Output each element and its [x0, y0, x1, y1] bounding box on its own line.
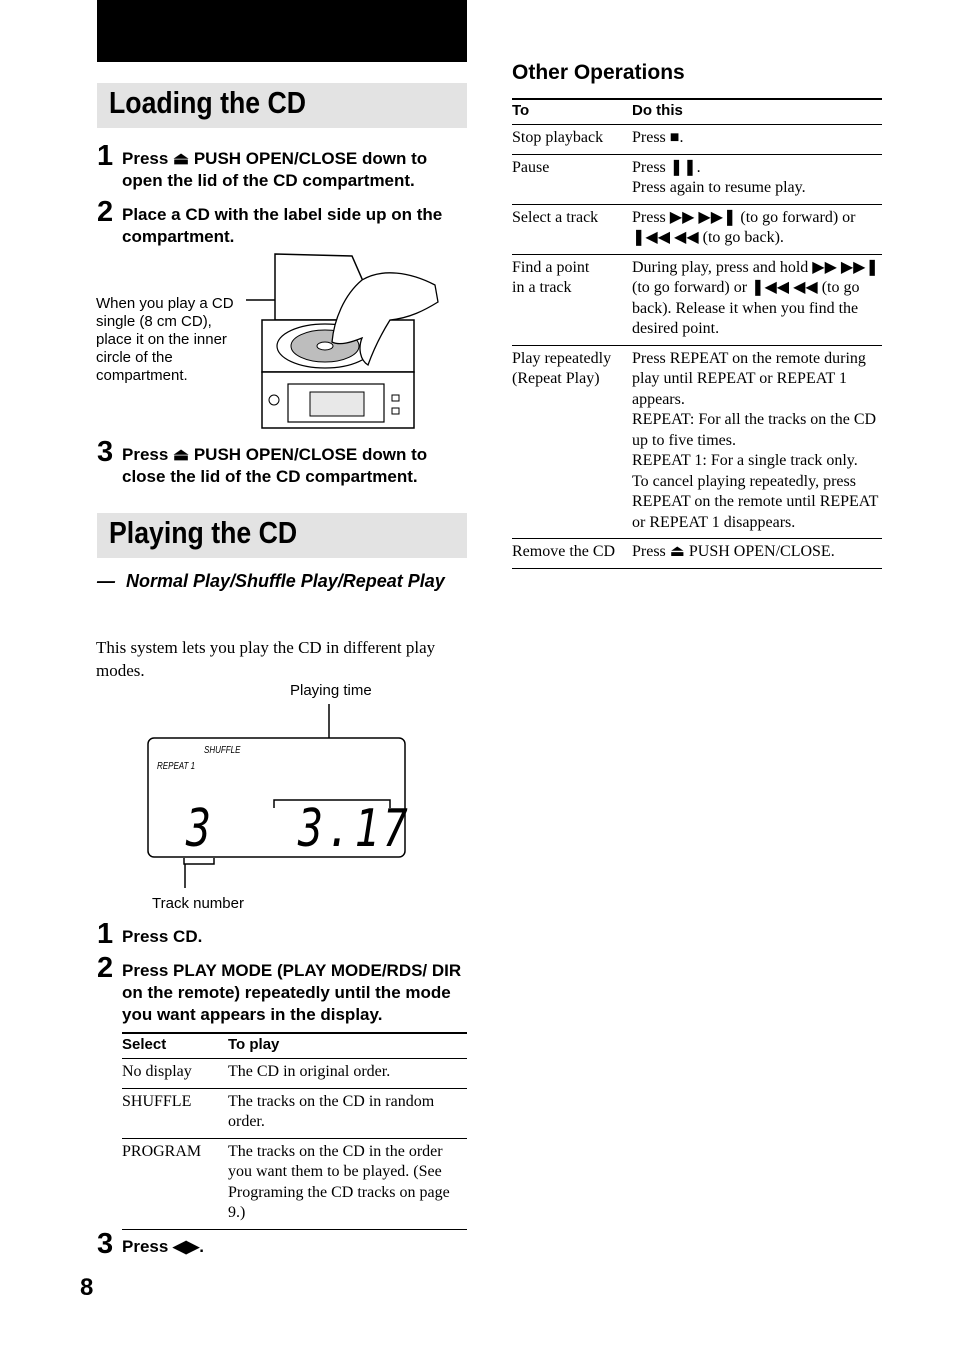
loading-step-2-text: Place a CD with the label side up on the compartment.	[122, 205, 443, 246]
header-select: Select	[122, 1033, 228, 1059]
repeat-indicator: REPEAT 1	[157, 761, 196, 772]
page-number: 8	[80, 1274, 94, 1301]
table-row	[512, 345, 882, 539]
loading-step-1-text: Press ⏏ PUSH OPEN/CLOSE down to open the lid of the CD compartment.	[122, 149, 428, 190]
playing-step-3-number: 3	[97, 1228, 114, 1260]
playing-subtitle: Normal Play/Shuffle Play/Repeat Play	[126, 571, 445, 591]
operation-cell: Stop playback	[512, 125, 632, 155]
track-number-digits: 3	[186, 799, 212, 859]
operation-cell: Pause	[512, 154, 632, 204]
loading-step-1-number: 1	[97, 140, 114, 172]
playing-subtitle-dash: —	[97, 571, 115, 591]
mode-cell: No display	[122, 1059, 228, 1089]
track-number-label: Track number	[152, 895, 244, 912]
other-operations-title: Other Operations	[512, 61, 685, 84]
other-operations-table	[512, 98, 882, 569]
playing-step-2-number: 2	[97, 952, 114, 984]
playing-step-2-text: Press PLAY MODE (PLAY MODE/RDS/ DIR on the remote) repeatedly until the mode you want appears in the display.	[122, 961, 462, 1024]
mode-description-cell: The tracks on the CD in random order.	[228, 1088, 467, 1138]
table-row	[512, 154, 882, 204]
play-mode-table	[122, 1032, 467, 1230]
playing-time-label: Playing time	[290, 682, 372, 699]
instruction-cell: Press ❚❚. Press again to resume play.	[632, 154, 882, 204]
play-mode-table-header	[122, 1033, 467, 1059]
section-heading-loading	[97, 83, 467, 128]
playing-intro: This system lets you play the CD in different play modes.	[96, 638, 436, 680]
mode-cell: PROGRAM	[122, 1138, 228, 1229]
cd-single-note: When you play a CD single (8 cm CD), place it on the inner circle of the compartment.	[96, 295, 234, 384]
loading-step-3-number: 3	[97, 436, 114, 468]
top-black-bar	[97, 0, 467, 62]
lcd-display-illustration	[140, 700, 415, 895]
instruction-cell: Press ■.	[632, 125, 882, 155]
header-do-this: Do this	[632, 99, 882, 125]
operation-cell: Play repeatedly (Repeat Play)	[512, 345, 632, 539]
other-operations-header	[512, 99, 882, 125]
operation-cell: Find a point in a track	[512, 254, 632, 345]
table-row	[512, 125, 882, 155]
mode-description-cell: The tracks on the CD in the order you want them to be played. (See Programing the CD tracks on page 9.)	[228, 1138, 467, 1229]
operation-cell: Remove the CD	[512, 539, 632, 569]
mode-description-cell: The CD in original order.	[228, 1059, 467, 1089]
operation-cell: Select a track	[512, 204, 632, 254]
shuffle-indicator: SHUFFLE	[204, 745, 241, 756]
loading-step-3-text: Press ⏏ PUSH OPEN/CLOSE down to close the lid of the CD compartment.	[122, 445, 428, 486]
table-row	[512, 254, 882, 345]
instruction-cell: Press REPEAT on the remote during play until REPEAT or REPEAT 1 appears. REPEAT: For all the tracks on the CD up to five times. REPEAT 1: For a single track only. To cancel playing repeatedly, press REPEAT on the remote until REPEAT or REPEAT 1 disappears.	[632, 345, 882, 539]
loading-step-2-number: 2	[97, 196, 114, 228]
playing-step-1-text: Press CD.	[122, 927, 203, 946]
header-to: To	[512, 99, 632, 125]
header-to-play: To play	[228, 1033, 467, 1059]
cd-player-illustration	[240, 250, 450, 435]
table-row	[122, 1088, 467, 1138]
instruction-cell: Press ▶▶ ▶▶❚ (to go forward) or ❚◀◀ ◀◀ (to go back).	[632, 204, 882, 254]
playing-step-3-text: Press ◀▶.	[122, 1237, 204, 1256]
instruction-cell: Press ⏏ PUSH OPEN/CLOSE.	[632, 539, 882, 569]
section-heading-playing	[97, 513, 467, 558]
playing-step-1-number: 1	[97, 918, 114, 950]
playing-time-digits: 3.17	[298, 799, 411, 859]
table-row	[512, 539, 882, 569]
mode-cell: SHUFFLE	[122, 1088, 228, 1138]
table-row	[122, 1138, 467, 1229]
playing-title: Playing the CD	[109, 515, 298, 550]
instruction-cell: During play, press and hold ▶▶ ▶▶❚ (to go forward) or ❚◀◀ ◀◀ (to go back). Release it when you find the desired point.	[632, 254, 882, 345]
table-row	[122, 1059, 467, 1089]
loading-title: Loading the CD	[109, 85, 306, 120]
table-row	[512, 204, 882, 254]
